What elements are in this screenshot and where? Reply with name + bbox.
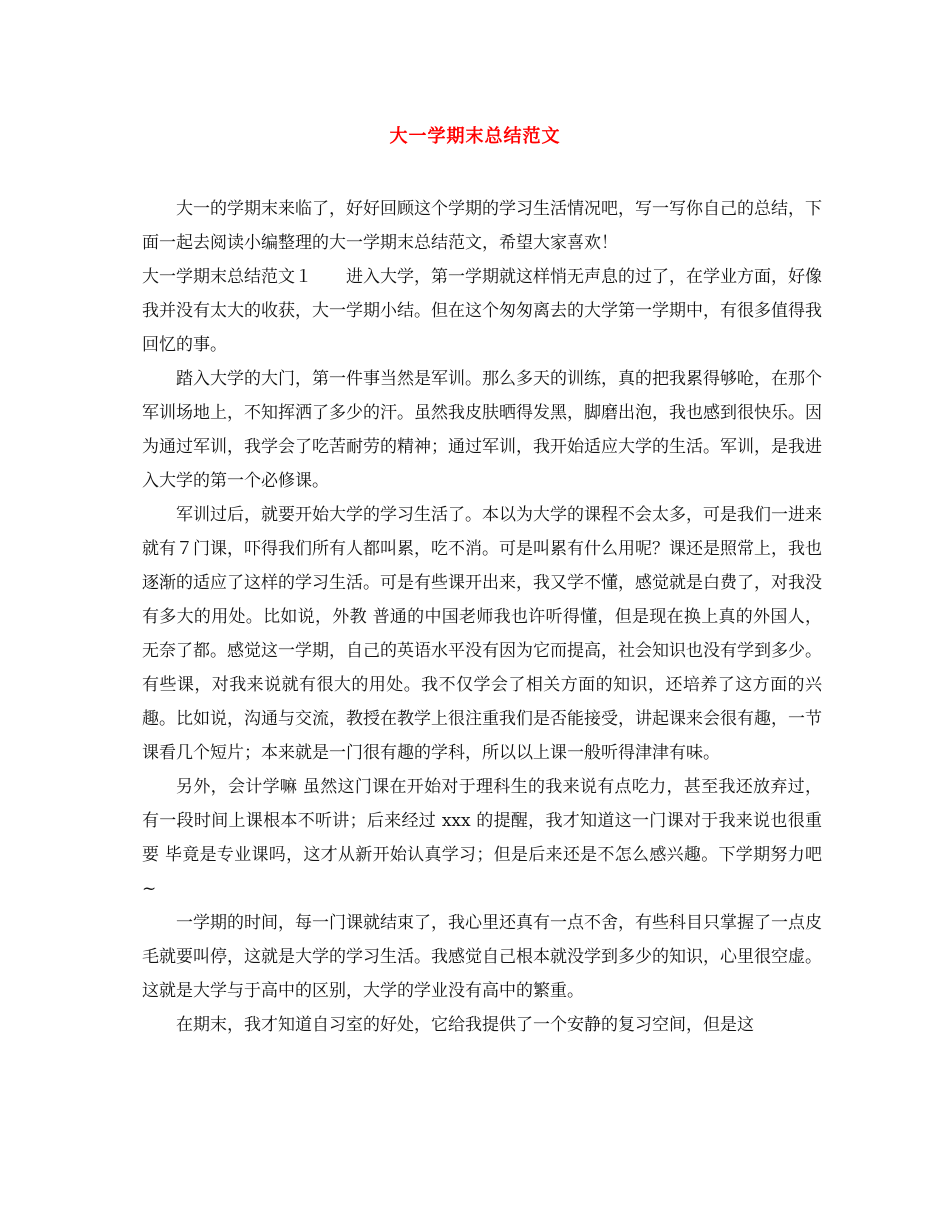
paragraph-semester-end: 一学期的时间，每一门课就结束了，我心里还真有一点不舍，有些科目只掌握了一点皮毛就要叫停，这就是大学的学习生活。我感觉自己根本就没学到多少的知识，心里很空虚。这就是大学与于高中的区别，大学的学业没有高中的繁重。 xyxy=(142,913,822,1001)
paragraph-essay-1-start: 大一学期末总结范文１ 进入大学，第一学期就这样悄无声息的过了，在学业方面，好像我并没有太大的收获，大一学期小结。但在这个匆匆离去的大学第一学期中，有很多值得我回忆的事。 xyxy=(142,267,822,355)
paragraph-courses: 军训过后，就要开始大学的学习生活了。本以为大学的课程不会太多，可是我们一进来就有７门课，吓得我们所有人都叫累，吃不消。可是叫累有什么用呢？课还是照常上，我也逐渐的适应了这样的学习生活。可是有些课开出来，我又学不懂，感觉就是白费了，对我没有多大的用处。比如说，外教 普通的中国老师我也许听得懂，但是现在换上真的外国人，无奈了都。感觉这一学期，自己的英语水平没有因为它而提高，社会知识也没有学到多少。有些课，对我来说就有很大的用处。我不仅学会了相关方面的知识，还培养了这方面的兴趣。比如说，沟通与交流，教授在教学上很注重我们是否能接受，讲起课来会很有趣，一节课看几个短片；本来就是一门很有趣的学科，所以以上课一般听得津津有味。 xyxy=(142,505,822,763)
document-body xyxy=(142,192,822,1042)
paragraph-accounting: 另外，会计学嘛 虽然这门课在开始对于理科生的我来说有点吃力，甚至我还放弃过，有一段时间上课根本不听讲；后来经过 xxx 的提醒，我才知道这一门课对于我来说也很重要 毕竟是专业课吗，这才从新开始认真学习；但是后来还是不怎么感兴趣。下学期努力吧~ xyxy=(142,777,822,899)
paragraph-study-room: 在期末，我才知道自习室的好处，它给我提供了一个安静的复习空间，但是这 xyxy=(176,1015,754,1035)
document-title: 大一学期末总结范文 xyxy=(389,126,561,147)
paragraph-military-training: 踏入大学的大门，第一件事当然是军训。那么多天的训练，真的把我累得够呛，在那个军训场地上，不知挥洒了多少的汗。虽然我皮肤晒得发黑，脚磨出泡，我也感到很快乐。因为通过军训，我学会了吃苦耐劳的精神；通过军训，我开始适应大学的生活。军训，是我进入大学的第一个必修课。 xyxy=(142,369,822,491)
paragraph-intro: 大一的学期末来临了，好好回顾这个学期的学习生活情况吧，写一写你自己的总结，下面一起去阅读小编整理的大一学期末总结范文，希望大家喜欢！ xyxy=(142,199,822,253)
